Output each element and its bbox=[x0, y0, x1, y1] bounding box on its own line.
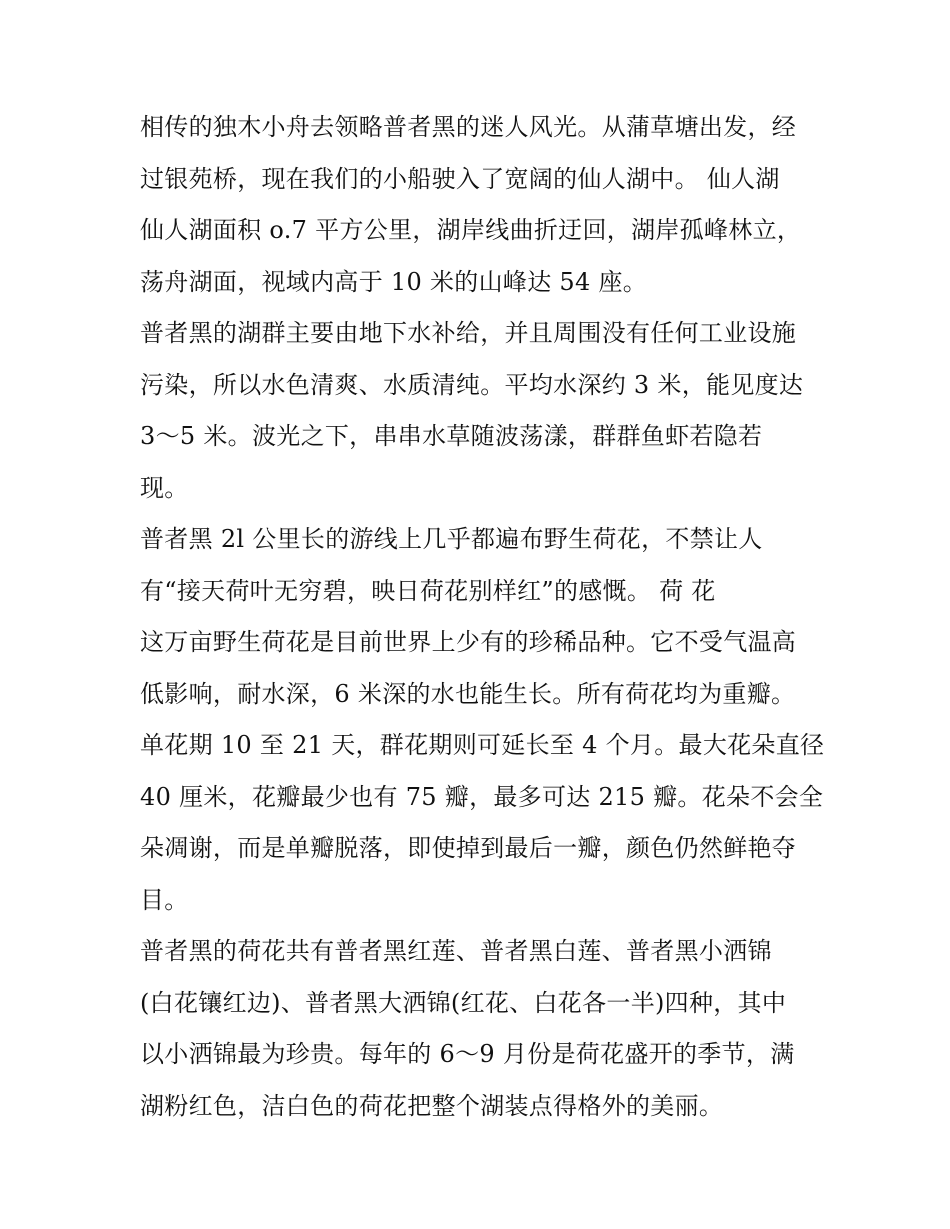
text-line: 3～5 米。波光之下，串串水草随波荡漾，群群鱼虾若隐若 bbox=[140, 422, 763, 450]
text-line: 荡舟湖面，视域内高于 10 米的山峰达 54 座。 bbox=[140, 267, 648, 296]
text-line: 有“接天荷叶无穷碧，映日荷花别样红”的感慨。 荷 花 bbox=[140, 576, 716, 605]
text-line: 过银苑桥，现在我们的小船驶入了宽阔的仙人湖中。 仙人湖 bbox=[140, 164, 780, 193]
text-line: 污染，所以水色清爽、水质清纯。平均水深约 3 米，能见度达 bbox=[140, 370, 804, 399]
text-line: 相传的独木小舟去领略普者黑的迷人风光。从蒲草塘出发，经 bbox=[140, 113, 797, 141]
text-line: 以小洒锦最为珍贵。每年的 6～9 月份是荷花盛开的季节，满 bbox=[140, 1040, 795, 1068]
text-line: 朵凋谢，而是单瓣脱落，即使掉到最后一瓣，颜色仍然鲜艳夺 bbox=[140, 834, 797, 862]
text-line: 仙人湖面积 o.7 平方公里，湖岸线曲折迂回，湖岸孤峰林立， bbox=[140, 216, 802, 244]
text-line: 单花期 10 至 21 天，群花期则可延长至 4 个月。最大花朵直径 bbox=[140, 731, 825, 759]
text-line: 目。 bbox=[140, 885, 189, 914]
text-line: 低影响，耐水深，6 米深的水也能生长。所有荷花均为重瓣。 bbox=[140, 679, 796, 708]
text-line: 普者黑的荷花共有普者黑红莲、普者黑白莲、普者黑小洒锦 bbox=[140, 937, 772, 965]
text-line: 40 厘米，花瓣最少也有 75 瓣，最多可达 215 瓣。花朵不会全 bbox=[140, 782, 824, 811]
text-line: (白花镶红边)、普者黑大洒锦(红花、白花各一半)四种，其中 bbox=[140, 988, 787, 1017]
text-line: 普者黑的湖群主要由地下水补给，并且周围没有任何工业设施 bbox=[140, 319, 797, 347]
text-line: 普者黑 2l 公里长的游线上几乎都遍布野生荷花，不禁让人 bbox=[140, 525, 763, 553]
body-text bbox=[140, 102, 830, 1132]
text-line: 湖粉红色，洁白色的荷花把整个湖装点得格外的美丽。 bbox=[140, 1091, 724, 1120]
text-line: 现。 bbox=[140, 473, 189, 502]
text-line: 这万亩野生荷花是目前世界上少有的珍稀品种。它不受气温高 bbox=[140, 628, 797, 656]
